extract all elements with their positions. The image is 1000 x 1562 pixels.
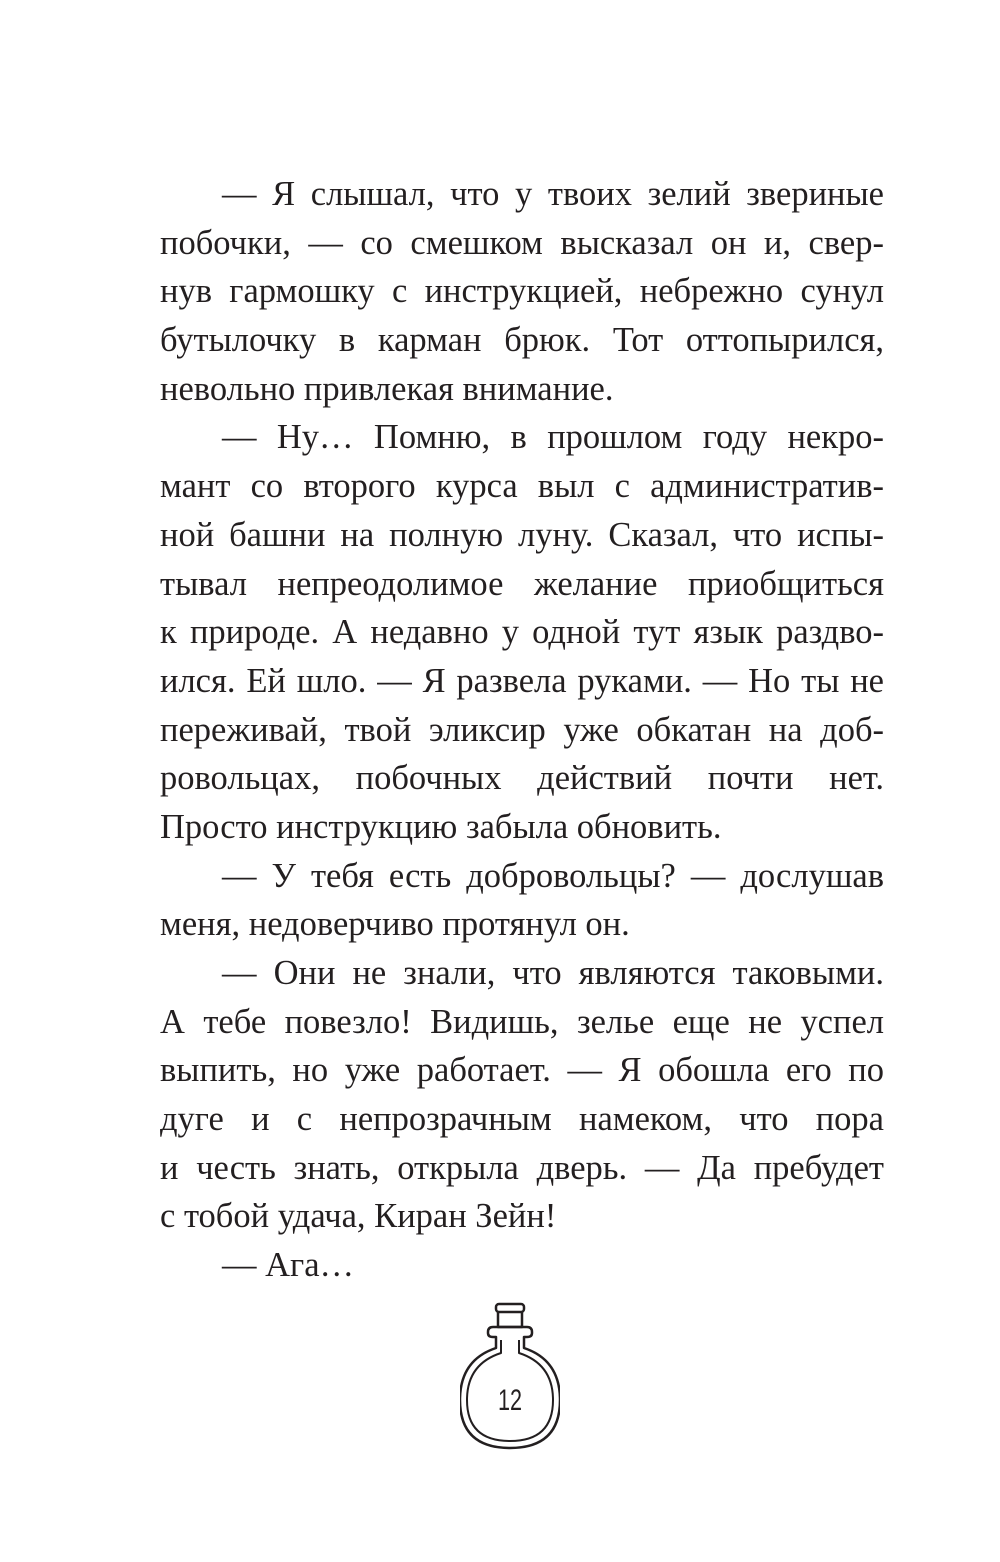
text-line: и честь знать, открыла дверь. — Да пребудет <box>160 1148 884 1187</box>
text-line: — Ну… Помню, в прошлом году некро- <box>222 418 884 457</box>
text-line: невольно привлекая внимание. <box>160 369 614 408</box>
paragraph <box>160 949 884 1241</box>
text-line: выпить, но уже работает. — Я обошла его по <box>160 1051 884 1090</box>
body-text <box>160 170 884 1290</box>
text-line: бутылочку в карман брюк. Тот оттопырился, <box>160 321 884 360</box>
text-line: побочки, — со смешком высказал он и, свер- <box>160 223 884 262</box>
page-footer <box>460 1300 560 1450</box>
potion-bottle-icon <box>460 1300 560 1450</box>
text-line: меня, недоверчиво протянул он. <box>160 905 630 944</box>
text-line: Просто инструкцию забыла обновить. <box>160 807 722 846</box>
text-line: — У тебя есть добровольцы? — дослушав <box>222 856 884 895</box>
text-line: ровольцах, побочных действий почти нет. <box>160 759 884 798</box>
text-line: переживай, твой эликсир уже обкатан на доб- <box>160 710 884 749</box>
text-line: А тебе повезло! Видишь, зелье еще не успел <box>160 1002 884 1041</box>
paragraph <box>160 413 884 851</box>
text-line: нув гармошку с инструкцией, небрежно сунул <box>160 272 884 311</box>
text-line: — Я слышал, что у твоих зелий звериные <box>222 175 884 213</box>
paragraph <box>160 1241 884 1290</box>
text-line: к природе. А недавно у одной тут язык раздво- <box>160 613 884 652</box>
text-line: дуге и с непрозрачным намеком, что пора <box>160 1100 884 1139</box>
text-line: мант со второго курса выл с административ- <box>160 467 884 506</box>
text-line: — Ага… <box>222 1246 355 1285</box>
paragraph <box>160 170 884 413</box>
paragraph <box>160 852 884 949</box>
text-line: — Они не знали, что являются таковыми. <box>222 954 884 992</box>
text-line: ной башни на полную луну. Сказал, что испы- <box>160 515 884 554</box>
text-line: тывал непреодолимое желание приобщиться <box>160 564 884 603</box>
page-number: 12 <box>497 1384 523 1417</box>
text-line: ился. Ей шло. — Я развела руками. — Но ты не <box>160 661 884 700</box>
text-line: с тобой удача, Киран Зейн! <box>160 1197 557 1236</box>
